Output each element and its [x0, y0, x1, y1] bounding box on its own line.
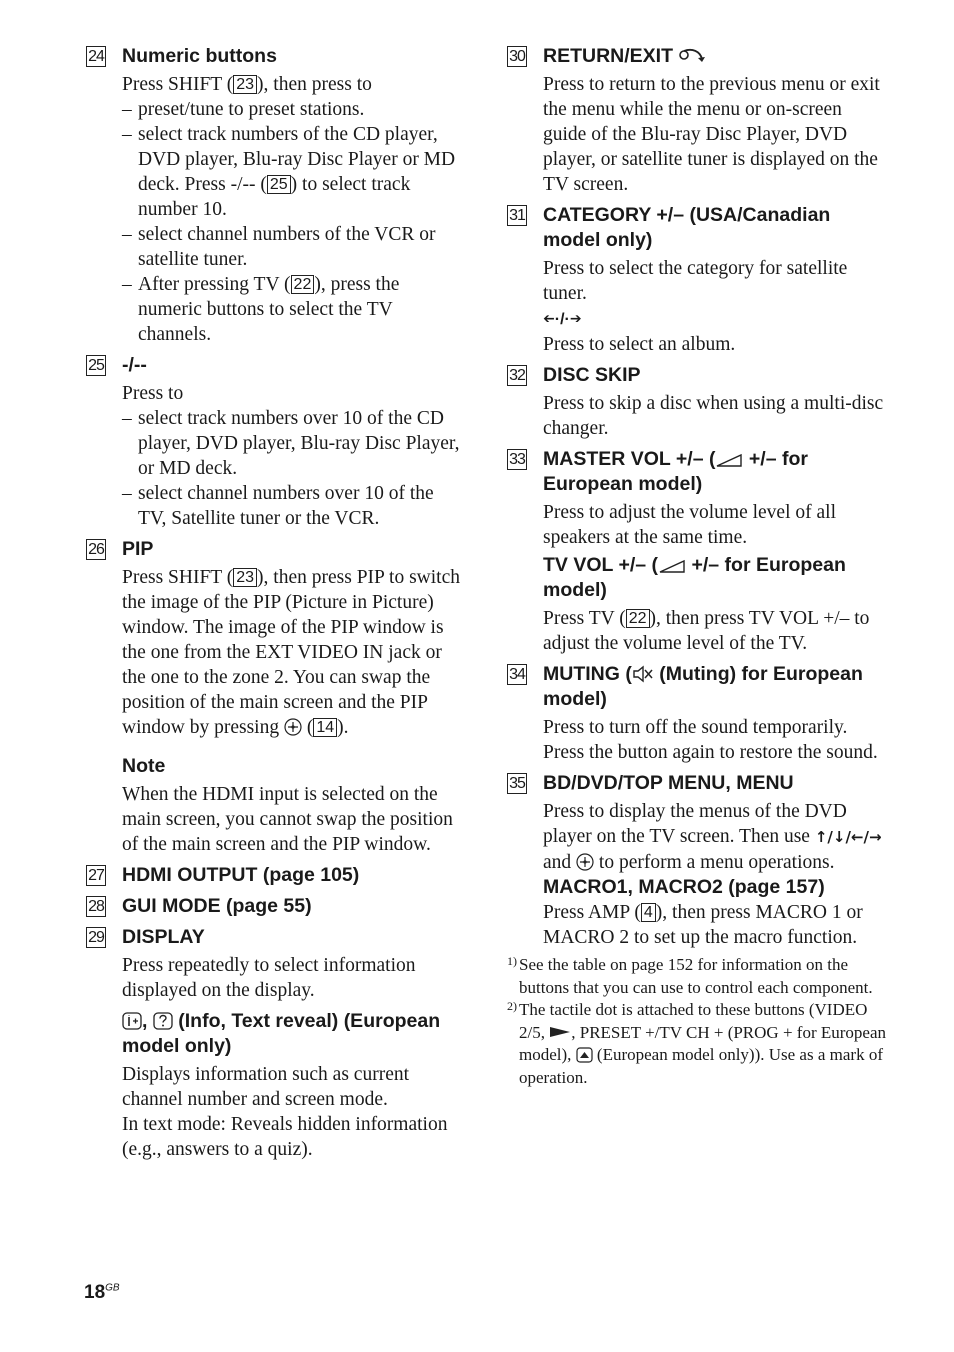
arrow-right-icon: ➔	[569, 310, 582, 326]
entry-title: BD/DVD/TOP MENU, MENU	[543, 772, 794, 794]
entry-title: -/--	[122, 354, 147, 376]
entry-title: MASTER VOL +/– ( +/– for European model)	[543, 448, 808, 495]
entry-body: Press to turn off the sound temporarily. Press the button again to restore the sound.	[543, 717, 878, 763]
entry-body: Press to return to the previous menu or exit the menu while the menu or on-screen guide of the Blu-ray Disc Player, DVD player, or satellite tuner is displayed on the TV screen.	[543, 74, 880, 195]
mute-speaker-icon	[632, 665, 654, 683]
list-item: – select channel numbers of the VCR or satellite tuner.	[122, 222, 466, 272]
entry-title: HDMI OUTPUT (page 105)	[122, 864, 360, 886]
entry-title: CATEGORY +/– (USA/Canadian model only)	[543, 204, 831, 251]
ref-number: 23	[233, 75, 257, 94]
entry-intro: Press to	[122, 383, 184, 404]
entry-29	[86, 925, 466, 1162]
enter-icon	[284, 718, 302, 736]
entry-35	[507, 771, 887, 950]
page-number: $18^{GB}$	[84, 1282, 120, 1303]
ref-number: 22	[626, 609, 650, 628]
footnotes	[507, 954, 887, 1089]
bullet-list	[122, 97, 466, 347]
left-column	[86, 44, 466, 1162]
entry-title: Numeric buttons	[122, 45, 277, 67]
album-arrows-body: Press to select an album.	[543, 334, 736, 355]
item-number: 24	[86, 46, 106, 67]
entry-31	[507, 203, 887, 357]
item-number: 30	[507, 46, 527, 67]
footnote-2: 2) The tactile dot is attached to these buttons (VIDEO 2/5, , PRESET +/TV CH + (PROG + for European model), (European model only)). Use as a mark of operation.	[507, 999, 886, 1087]
sub-title: MACRO1, MACRO2 (page 157)	[543, 876, 825, 898]
item-number: 34	[507, 664, 527, 685]
text-reveal-icon	[153, 1012, 173, 1030]
item-number: 29	[86, 927, 106, 948]
entry-body: Press repeatedly to select information displayed on the display.	[122, 955, 416, 1001]
sub-body: Displays information such as current channel number and screen mode.	[122, 1064, 410, 1110]
entry-32	[507, 363, 887, 441]
return-arrow-icon	[678, 47, 708, 65]
ref-number: 25	[267, 175, 291, 194]
item-number: 32	[507, 365, 527, 386]
entry-25	[86, 353, 466, 531]
entry-30	[507, 44, 887, 197]
audio-icon	[576, 1047, 593, 1063]
item-number: 26	[86, 539, 106, 560]
entry-title: RETURN/EXIT	[543, 44, 887, 69]
entry-title: DISPLAY	[122, 926, 205, 948]
item-number: 33	[507, 449, 527, 470]
ref-number: 14	[313, 718, 337, 737]
sub-body: In text mode: Reveals hidden information (e.g., answers to a quiz).	[122, 1114, 448, 1160]
item-number: 31	[507, 205, 527, 226]
entry-body: Press to select the category for satellite tuner.	[543, 258, 848, 304]
entry-34	[507, 662, 887, 765]
sub-title: , (Info, Text reveal) (European model only)	[122, 1010, 441, 1057]
entry-28	[86, 894, 466, 919]
list-item: – preset/tune to preset stations.	[122, 97, 466, 122]
entry-title: MUTING ( (Muting) for European model)	[543, 663, 863, 710]
entry-body: Press to adjust the volume level of all speakers at the same time.	[543, 502, 836, 548]
item-number: 28	[86, 896, 106, 917]
note-body: When the HDMI input is selected on the main screen, you cannot swap the position of the main screen and the PIP window.	[122, 784, 453, 855]
sub-body: Press AMP ( 4 ), then press MACRO 1 or MACRO 2 to set up the macro function.	[543, 902, 863, 948]
entry-intro: Press SHIFT ( 23 ), then press to	[122, 74, 372, 95]
play-triangle-icon	[549, 1025, 571, 1039]
bullet-list	[122, 406, 466, 531]
list-item: – After pressing TV ( 22 ), press the numeric buttons to select the TV channels.	[122, 272, 466, 347]
list-item: – select track numbers of the CD player, DVD player, Blu-ray Disc Player or MD deck. Press -/-- ( 25 ) to select track number 10.	[122, 122, 466, 222]
footnote-1: 1) See the table on page 152 for information on the buttons that you can use to control each component.	[507, 954, 873, 997]
entry-body: Press SHIFT ( 23 ), then press PIP to switch the image of the PIP (Picture in Picture) window. The image of the PIP window is the one from the EXT VIDEO IN jack or the one to the zone 2. You can swap the position of the main screen and the PIP window by pressing ( 14 ).	[122, 567, 460, 738]
cursor-arrows-icon: ↑/↓/←/→	[814, 828, 882, 846]
item-number: 27	[86, 865, 106, 886]
entry-24	[86, 44, 466, 347]
ref-number: 4	[641, 903, 656, 922]
ref-number: 23	[233, 568, 257, 587]
entry-title: GUI MODE (page 55)	[122, 895, 312, 917]
sub-body: Press TV ( 22 ), then press TV VOL +/– to adjust the volume level of the TV.	[543, 608, 870, 654]
entry-33	[507, 447, 887, 656]
info-icon	[122, 1012, 142, 1030]
enter-icon	[576, 853, 594, 871]
item-number: 25	[86, 355, 106, 376]
volume-wedge-icon	[658, 558, 686, 574]
sub-title: TV VOL +/– ( +/– for European model)	[543, 554, 846, 601]
note-title: Note	[122, 755, 166, 777]
album-arrows-label: ➔·/·➔	[543, 306, 887, 332]
item-number: 35	[507, 773, 527, 794]
volume-wedge-icon	[715, 452, 743, 468]
arrow-left-icon: ➔	[543, 310, 555, 326]
entry-title: PIP	[122, 538, 154, 560]
entry-27	[86, 863, 466, 888]
entry-26	[86, 537, 466, 857]
right-column	[507, 44, 887, 1089]
entry-title: DISC SKIP	[543, 364, 641, 386]
entry-body: Press to display the menus of the DVD player on the TV screen. Then use ↑/↓/←/→ and to perform a menu operations.	[543, 801, 882, 873]
list-item: – select channel numbers over 10 of the TV, Satellite tuner or the VCR.	[122, 481, 466, 531]
ref-number: 22	[291, 275, 315, 294]
entry-body: Press to skip a disc when using a multi-disc changer.	[543, 393, 884, 439]
list-item: – select track numbers over 10 of the CD player, DVD player, Blu-ray Disc Player, or MD deck.	[122, 406, 466, 481]
